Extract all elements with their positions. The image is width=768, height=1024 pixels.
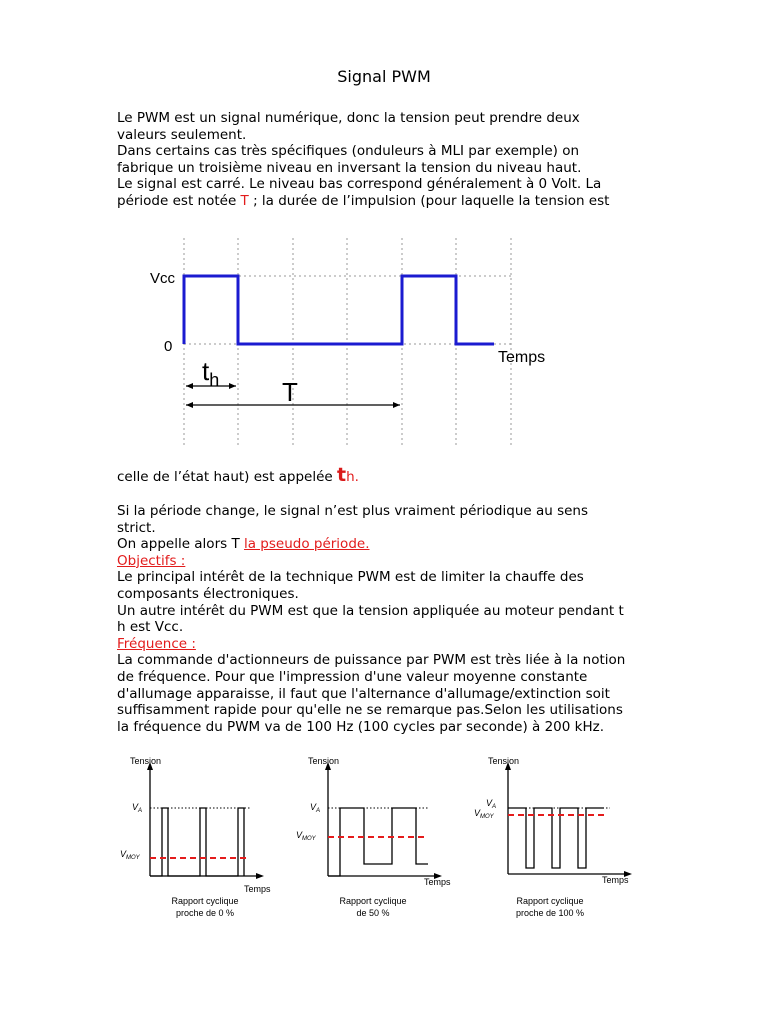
zero-label: 0	[164, 338, 173, 355]
vcc-label: Vcc	[150, 270, 176, 287]
objectifs-heading: Objectifs :	[117, 552, 186, 569]
time-axis-label: Temps	[498, 349, 546, 366]
va-sub: A	[316, 808, 321, 814]
period-symbol: T	[240, 192, 249, 209]
vmoy-sub: MOY	[480, 814, 494, 820]
text-line: composants électroniques.	[117, 585, 299, 602]
va-main: V	[310, 802, 317, 812]
text-line	[117, 193, 637, 210]
arrow-head	[256, 873, 264, 879]
text-line: strict.	[117, 519, 156, 536]
text-line: d'allumage apparaisse, il faut que l'alternance d'allumage/extinction soit	[117, 685, 610, 702]
period-label: T	[282, 377, 298, 407]
tension-label: Tension	[308, 756, 340, 766]
temps-label: Temps	[602, 875, 629, 885]
th-label-sub: h	[209, 370, 220, 390]
vmoy-main: V	[120, 849, 127, 859]
th-label	[202, 356, 219, 390]
text-line: suffisamment rapide pour qu'elle ne se remarque pas.Selon les utilisations	[117, 702, 623, 719]
duty-waveform	[150, 808, 244, 876]
text-line: de fréquence. Pour que l'impression d'une valeur moyenne constante	[117, 668, 588, 685]
text-line: Le PWM est un signal numérique, donc la tension peut prendre deux	[117, 110, 580, 126]
text-fragment: période est notée	[117, 192, 241, 209]
th-symbol: t	[337, 464, 347, 486]
caption-line-1: Rapport cyclique	[339, 896, 407, 906]
text-fragment: ; la durée de l’impulsion (pour laquelle la tension est	[248, 192, 610, 209]
pseudo-period-link[interactable]: la pseudo période.	[243, 536, 370, 553]
temps-label: Temps	[424, 877, 451, 887]
vmoy-main: V	[296, 830, 303, 840]
text-line: h est Vcc.	[117, 619, 184, 636]
text-line: Dans certains cas très spécifiques (onduleurs à MLI par exemple) on	[117, 143, 580, 160]
arrow-head	[186, 383, 193, 389]
arrow-head	[229, 383, 236, 389]
va-label	[310, 802, 320, 814]
continuation-paragraph	[117, 464, 637, 486]
duty-waveform	[328, 808, 428, 876]
text-fragment: celle de l’état haut) est appelée	[117, 469, 338, 485]
page-title: Signal PWM	[337, 67, 431, 86]
duty-cycle-figure-100	[470, 752, 650, 927]
frequence-heading: Fréquence :	[117, 635, 196, 652]
text-line: Si la période change, le signal n’est plus vraiment périodique au sens	[117, 503, 589, 519]
arrow-head	[393, 402, 400, 408]
va-main: V	[132, 802, 139, 812]
intro-paragraph	[117, 110, 637, 210]
duty-waveform	[508, 808, 604, 868]
vmoy-sub: MOY	[126, 855, 140, 861]
caption-line-1: Rapport cyclique	[171, 896, 239, 906]
text-line: valeurs seulement.	[117, 126, 247, 143]
text-line	[117, 536, 637, 553]
text-line: la fréquence du PWM va de 100 Hz (100 cycles par seconde) à 200 kHz.	[117, 718, 604, 735]
va-main: V	[486, 798, 493, 808]
text-line: Un autre intérêt du PWM est que la tension appliquée au moteur pendant t	[117, 602, 624, 619]
th-subscript: h.	[346, 469, 359, 485]
pwm-signal-diagram	[130, 228, 570, 453]
temps-label: Temps	[244, 884, 271, 894]
tension-label: Tension	[130, 756, 162, 766]
va-label	[132, 802, 142, 814]
duty-cycle-figure-0	[112, 752, 292, 927]
text-line	[117, 464, 637, 486]
vmoy-label	[296, 830, 317, 842]
pwm-waveform	[184, 276, 494, 344]
caption-line-2: proche de 0 %	[175, 908, 235, 918]
va-sub: A	[138, 808, 143, 814]
vmoy-label	[120, 849, 141, 861]
body-paragraph	[117, 503, 637, 735]
caption-line-2: de 50 %	[356, 908, 390, 918]
vmoy-sub: MOY	[302, 836, 316, 842]
tension-label: Tension	[488, 756, 520, 766]
text-line: Le signal est carré. Le niveau bas correspond généralement à 0 Volt. La	[117, 176, 602, 193]
caption-line-2: proche de 100 %	[515, 908, 585, 918]
th-label-main: t	[202, 356, 210, 386]
va-label	[486, 798, 496, 810]
arrow-head	[186, 402, 193, 408]
vmoy-main: V	[474, 808, 481, 818]
text-line: La commande d'actionneurs de puissance par PWM est très liée à la notion	[117, 652, 626, 669]
text-fragment: On appelle alors T	[117, 536, 244, 553]
text-line: fabrique un troisième niveau en inversant la tension du niveau haut.	[117, 159, 582, 176]
text-line: Le principal intérêt de la technique PWM est de limiter la chauffe des	[117, 569, 584, 586]
caption-line-1: Rapport cyclique	[516, 896, 584, 906]
va-sub: A	[492, 804, 497, 810]
duty-cycle-figure-50	[290, 752, 470, 927]
